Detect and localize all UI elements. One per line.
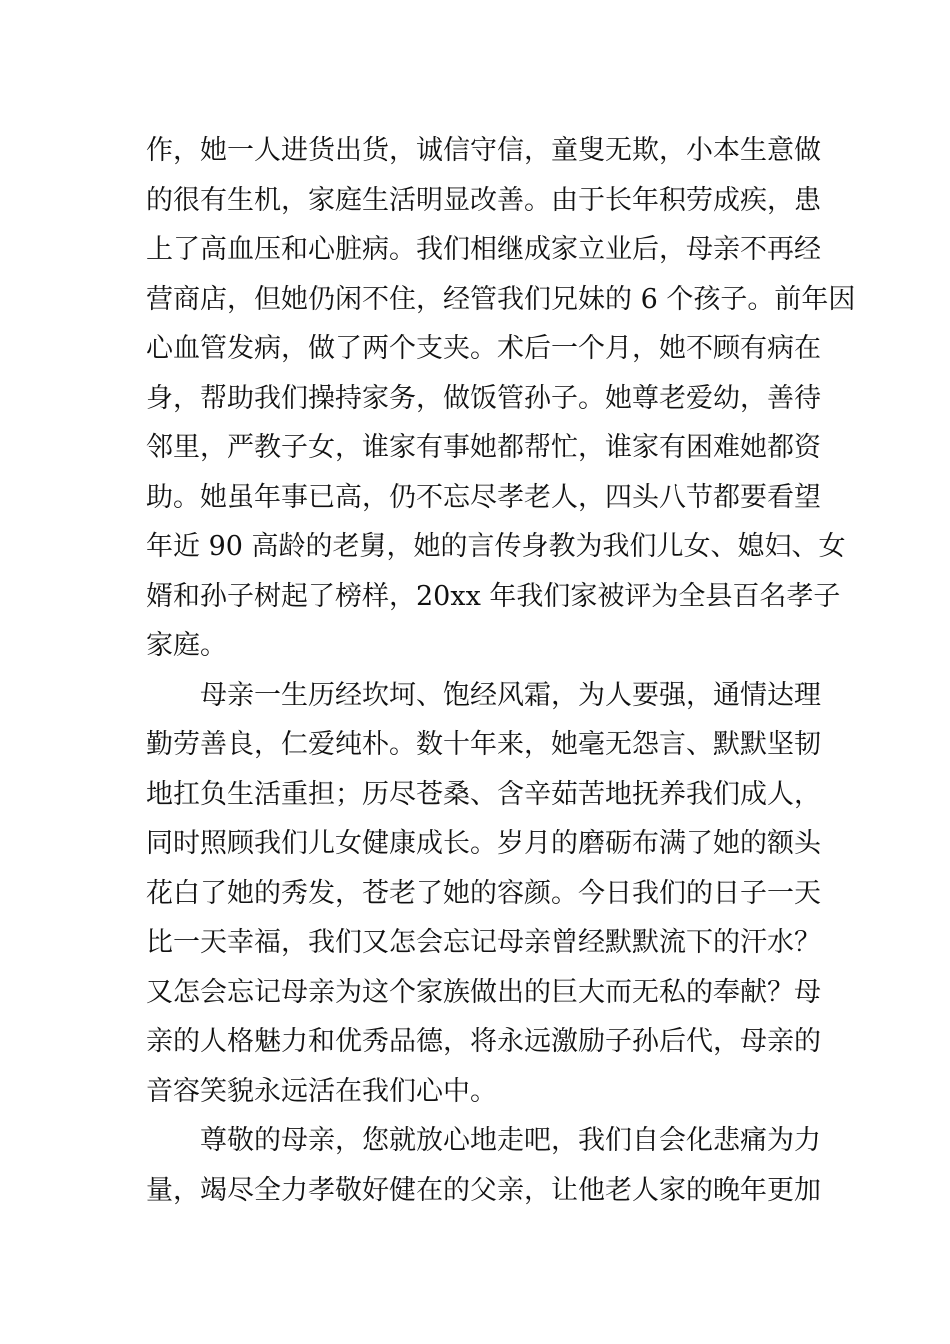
text-line: 婿和孙子树起了榜样，20xx 年我们家被评为全县百名孝子 (146, 580, 841, 612)
text-line: 心血管发病，做了两个支夹。术后一个月，她不顾有病在 (146, 333, 821, 364)
text-line: 量，竭尽全力孝敬好健在的父亲，让他老人家的晚年更加 (146, 1174, 821, 1206)
text-line: 尊敬的母亲，您就放心地走吧，我们自会化悲痛为力 (200, 1125, 821, 1156)
text-line: 母亲一生历经坎坷、饱经风霜，为人要强，通情达理 (200, 679, 821, 711)
text-line: 营商店，但她仍闲不住，经管我们兄妹的 6 个孩子。前年因 (146, 283, 856, 315)
document-body (146, 126, 856, 1215)
text-line: 又怎会忘记母亲为这个家族做出的巨大而无私的奉献？母 (146, 976, 821, 1008)
text-line: 助。她虽年事已高，仍不忘尽孝老人，四头八节都要看望 (146, 481, 821, 513)
text-line: 同时照顾我们儿女健康成长。岁月的磨砺布满了她的额头 (146, 828, 821, 859)
text-line: 上了高血压和心脏病。我们相继成家立业后，母亲不再经 (146, 234, 821, 265)
text-line: 家庭。 (146, 630, 227, 661)
text-line: 的很有生机，家庭生活明显改善。由于长年积劳成疾，患 (146, 184, 821, 216)
text-line: 地扛负生活重担；历尽苍桑、含辛茹苦地抚养我们成人， (146, 778, 821, 810)
text-line: 勤劳善良，仁爱纯朴。数十年来，她毫无怨言、默默坚韧 (146, 729, 821, 760)
text-line: 比一天幸福，我们又怎会忘记母亲曾经默默流下的汗水？ (146, 927, 821, 958)
text-line: 年近 90 高龄的老舅，她的言传身教为我们儿女、媳妇、女 (146, 531, 846, 562)
text-line: 邻里，严教子女，谁家有事她都帮忙，谁家有困难她都资 (146, 432, 821, 463)
text-line: 亲的人格魅力和优秀品德，将永远激励子孙后代，母亲的 (146, 1026, 821, 1057)
text-line: 花白了她的秀发，苍老了她的容颜。今日我们的日子一天 (146, 877, 821, 909)
text-line: 音容笑貌永远活在我们心中。 (146, 1075, 497, 1107)
text-line: 身，帮助我们操持家务，做饭管孙子。她尊老爱幼，善待 (146, 382, 821, 414)
text-line: 作，她一人进货出货，诚信守信，童叟无欺，小本生意做 (146, 135, 821, 166)
